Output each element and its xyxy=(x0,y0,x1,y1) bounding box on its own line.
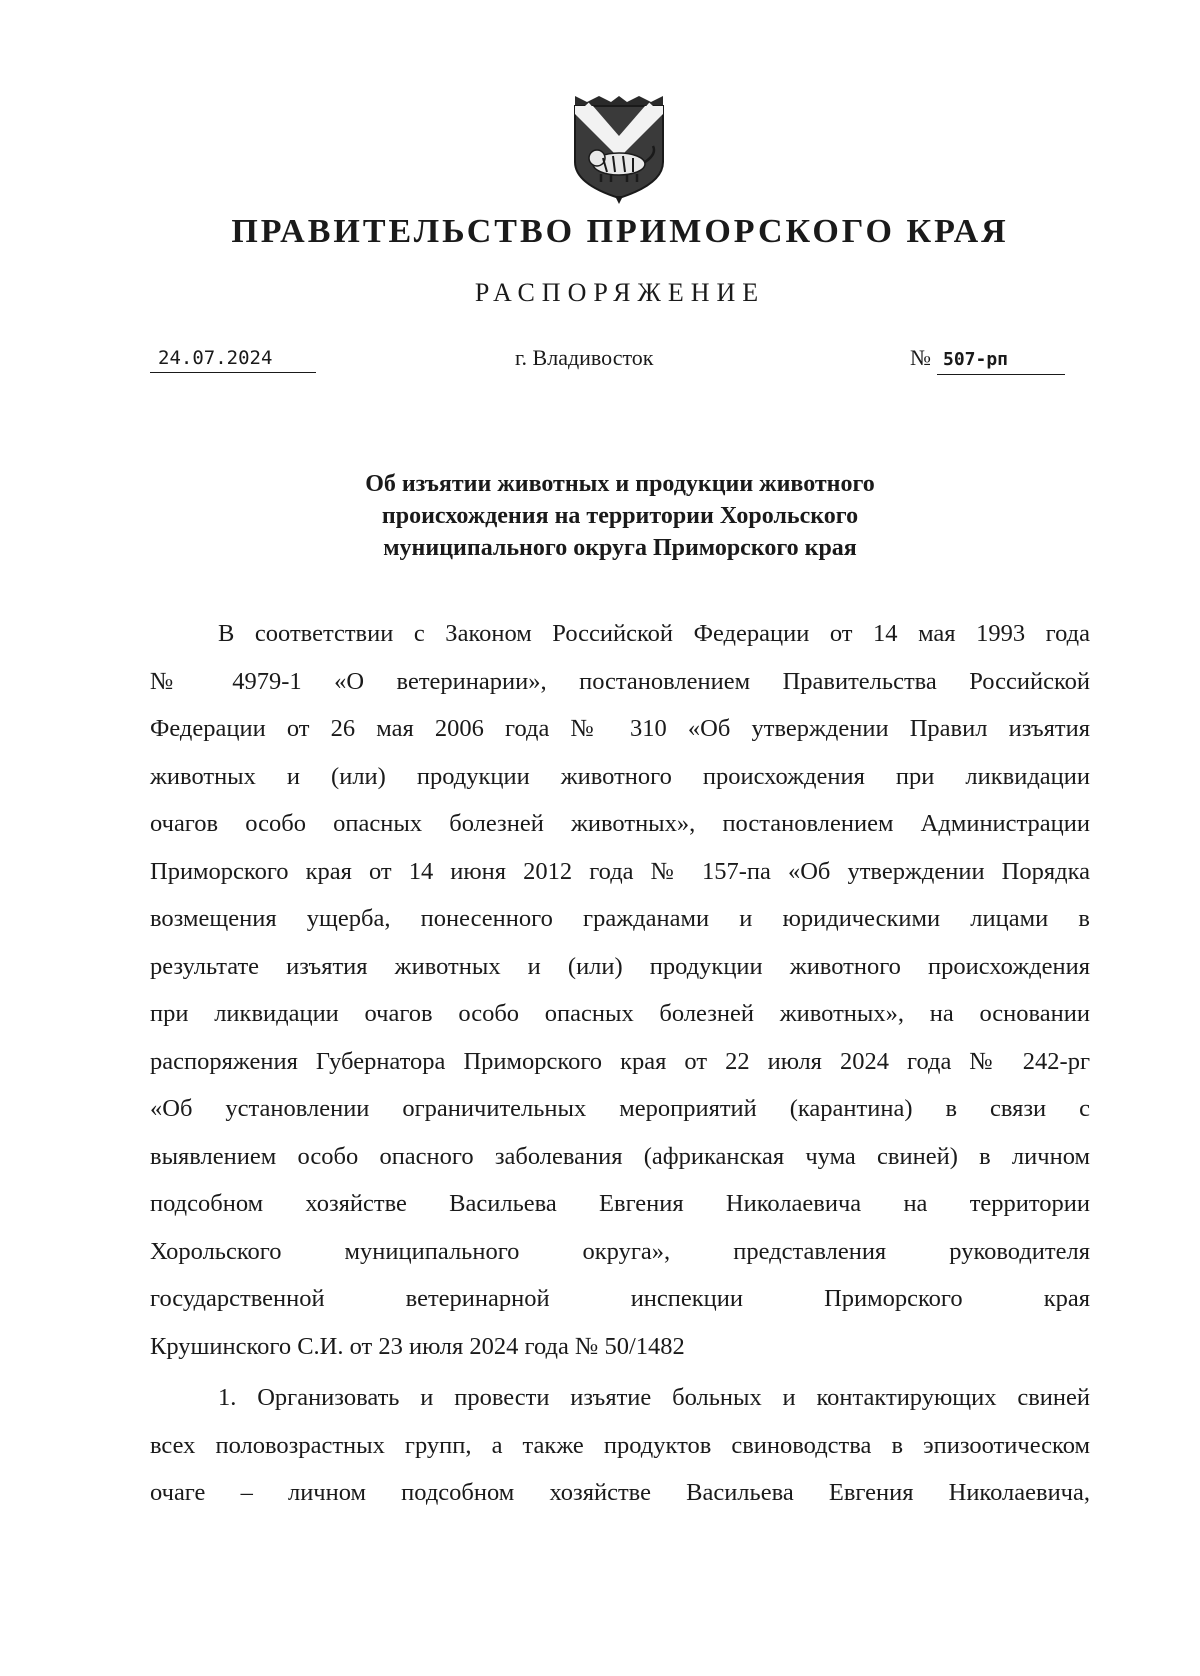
number-sign: № xyxy=(910,345,931,370)
subject-line: муниципального округа Приморского края xyxy=(383,535,857,561)
text-line: государственной ветеринарной инспекции Приморского края xyxy=(150,1285,1090,1312)
text-line: № 4979-1 «О ветеринарии», постановлением Правительства Российской xyxy=(150,667,1090,695)
text-line: «Об установлении ограничительных мероприятий (карантина) в связи с xyxy=(150,1095,1090,1122)
text-line: В соответствии с Законом Российской Федерации от 14 мая 1993 года xyxy=(218,620,1090,647)
preamble-paragraph xyxy=(150,610,1090,1370)
text-line: возмещения ущерба, понесенного гражданами и юридическими лицами в xyxy=(150,905,1090,932)
text-line: при ликвидации очагов особо опасных болезней животных», на основании xyxy=(150,1000,1090,1027)
document-meta-row xyxy=(150,344,1080,380)
document-number: 507-рп xyxy=(937,346,1065,375)
text-line: подсобном хозяйстве Васильева Евгения Николаевича на территории xyxy=(150,1190,1090,1217)
subject-line: Об изъятии животных и продукции животного xyxy=(365,471,875,497)
document-body xyxy=(150,610,1090,1517)
text-line: выявлением особо опасного заболевания (африканская чума свиней) в личном xyxy=(150,1142,1090,1170)
text-line: Хорольского муниципального округа», представления руководителя xyxy=(150,1237,1090,1265)
document-type-title: РАСПОРЯЖЕНИЕ xyxy=(474,278,766,307)
text-line: животных и (или) продукции животного происхождения при ликвидации xyxy=(150,762,1090,790)
text-line: Приморского края от 14 июня 2012 года № 157-па «Об утверждении Порядка xyxy=(150,857,1090,885)
document-number-block xyxy=(910,344,1065,375)
text-line: очаге – личном подсобном хозяйстве Васильева Евгения Николаевича, xyxy=(150,1479,1090,1506)
item-1-paragraph xyxy=(150,1374,1090,1517)
organization-title: ПРАВИТЕЛЬСТВО ПРИМОРСКОГО КРАЯ xyxy=(231,213,1009,250)
text-line: всех половозрастных групп, а также продуктов свиноводства в эпизоотическом xyxy=(150,1431,1090,1459)
text-line: Крушинского С.И. от 23 июля 2024 года № 50/1482 xyxy=(150,1332,685,1360)
document-subject xyxy=(0,468,1200,564)
coat-of-arms-emblem xyxy=(569,92,669,204)
subject-line: происхождения на территории Хорольского xyxy=(381,503,859,529)
text-line: результате изъятия животных и (или) продукции животного происхождения xyxy=(150,952,1090,980)
text-line: Федерации от 26 мая 2006 года № 310 «Об утверждении Правил изъятия xyxy=(150,715,1090,742)
text-line: 1. Организовать и провести изъятие больных и контактирующих свиней xyxy=(218,1384,1090,1411)
text-line: очагов особо опасных болезней животных», постановлением Администрации xyxy=(150,810,1090,837)
document-date: 24.07.2024 xyxy=(150,344,316,373)
text-line: распоряжения Губернатора Приморского края от 22 июля 2024 года № 242-рг xyxy=(150,1047,1090,1075)
document-city: г. Владивосток xyxy=(515,345,654,370)
